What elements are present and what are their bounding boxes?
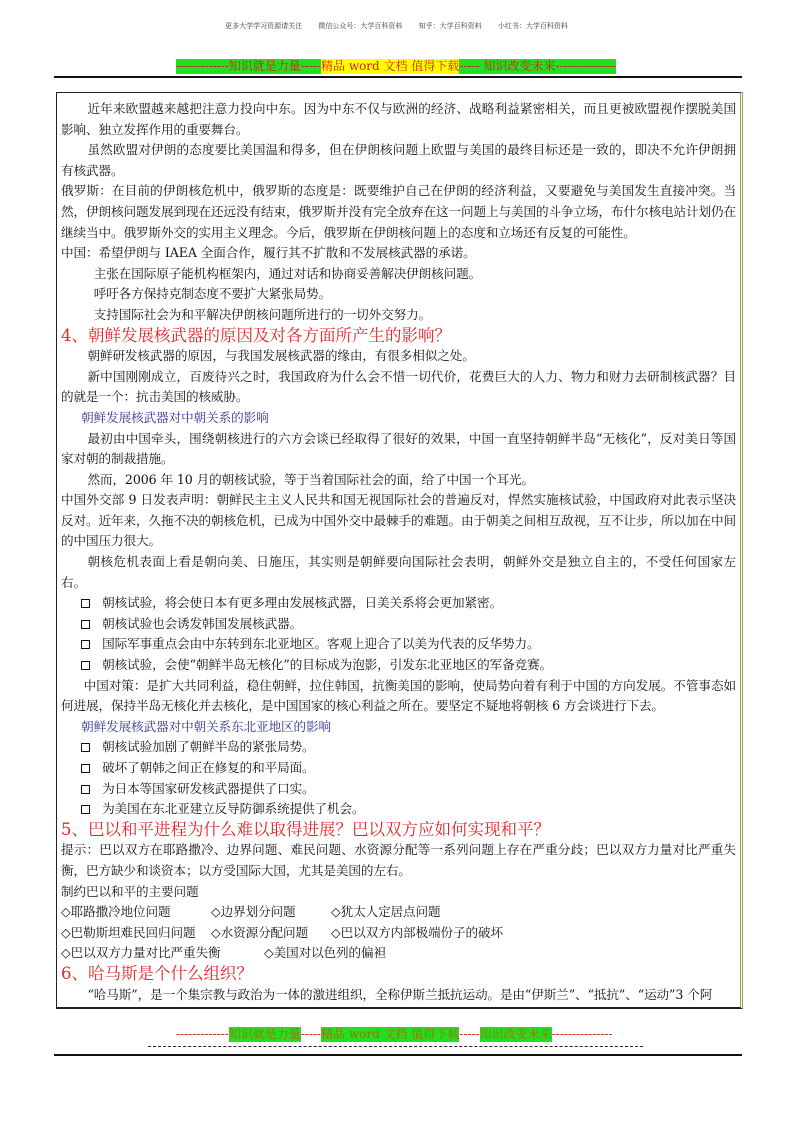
paragraph: 主张在国际原子能机构框架内，通过对话和协商妥善解决伊朗核问题。 bbox=[93, 265, 482, 281]
paragraph: 俄罗斯：在目前的伊朗核危机中，俄罗斯的态度是：既要维护自己在伊朗的经济利益，又要避免与美国发生直接冲突。当然，伊朗核问题发展到现在还远没有结束，俄罗斯并没有完全放弃在这一问题上与美国的斗争立场，布什尔核电站计划仍在继续当中。俄罗斯外交的实用主义理念。今后，俄罗斯在伊朗核问题上的态度和立场还有反复的可能性。 bbox=[61, 183, 736, 240]
footer-rule bbox=[54, 1054, 742, 1056]
section-heading-5: 5、巴以和平进程为什么难以取得进展？巴以双方应如何实现和平？ bbox=[61, 819, 550, 839]
paragraph: 中国外交部 9 日发表声明：朝鲜民主主义人民共和国无视国际社会的普遍反对，悍然实施核试验，中国政府对此表示坚决反对。近年来，久拖不决的朝核危机，已成为中国外交中最棘手的难题。由于朝美之间相互敌视，互不让步，所以加在中间的中国压力很大。 bbox=[61, 492, 736, 549]
list-item: 朝核试验也会诱发韩国发展核武器。 bbox=[61, 614, 736, 635]
paragraph: 朝核危机表面上看是朝向美、日施压，其实则是朝鲜要向国际社会表明，朝鲜外交是独立自主的，不受任何国家左右。 bbox=[61, 554, 736, 590]
checkbox-bullet-icon bbox=[81, 764, 90, 773]
checkbox-bullet-icon bbox=[81, 805, 90, 814]
banner-left: -------------知识就是力量----- bbox=[176, 59, 321, 73]
list-item: 国际军事重点会由中东转到东北亚地区。客观上迎合了以美为代表的反华势力。 bbox=[61, 634, 736, 655]
paragraph: 然而，2006 年 10 月的朝核试验，等于当着国际社会的面，给了中国一个耳光。 bbox=[87, 471, 534, 487]
paragraph: 朝鲜研发核武器的原因，与我国发展核武器的缘由，有很多相似之处。 bbox=[87, 348, 475, 364]
list-item: 为美国在东北亚建立反导防御系统提供了机会。 bbox=[61, 799, 736, 820]
checkbox-bullet-icon bbox=[81, 661, 90, 670]
banner-middle: 精品 word 文档 值得下载 bbox=[321, 59, 460, 73]
header-banner bbox=[176, 59, 616, 74]
list-item: 破坏了朝韩之间正在修复的和平局面。 bbox=[61, 758, 736, 779]
footer-dashed-rule bbox=[148, 1046, 643, 1047]
list-item: 朝核试验，会使“朝鲜半岛无核化”的目标成为泡影，引发东北亚地区的军备竞赛。 bbox=[61, 655, 736, 676]
paragraph: 制约巴以和平的主要问题 bbox=[61, 883, 199, 899]
header-note: 更多大学学习资源请关注 微信公众号：大学百科资料 知乎：大学百科资料 小红书：大学百科资料 bbox=[225, 22, 568, 30]
paragraph: 中国对策：是扩大共同利益，稳住朝鲜，拉住韩国，抗衡美国的影响，使局势向着有利于中国的方向发展。不管事态如何进展，保持半岛无核化并去核化，是中国国家的核心利益之所在。要坚定不疑地将朝核 6 方会谈进行下去。 bbox=[61, 677, 736, 714]
paragraph: 呼吁各方保持克制态度不要扩大紧张局势。 bbox=[93, 286, 332, 302]
checkbox-bullet-icon bbox=[81, 785, 90, 794]
list-item: 为日本等国家研发核武器提供了口实。 bbox=[61, 779, 736, 800]
issue-row: ◇巴以双方力量对比严重失衡 ◇美国对以色列的偏袒 bbox=[61, 945, 387, 961]
paragraph: 新中国刚刚成立，百废待兴之时，我国政府为什么会不惜一切代价，花费巨大的人力、物力和财力去研制核武器？目的就是一个：抗击美国的核威胁。 bbox=[61, 368, 736, 405]
paragraph: 虽然欧盟对伊朗的态度要比美国温和得多，但在伊朗核问题上欧盟与美国的最终目标还是一致的，即决不允许伊朗拥有核武器。 bbox=[61, 142, 736, 178]
list-item: 朝核试验，将会使日本有更多理由发展核武器，日美关系将会更加紧密。 bbox=[61, 593, 736, 614]
checkbox-bullet-icon bbox=[81, 640, 90, 649]
paragraph: 提示：巴以双方在耶路撒冷、边界问题、难民问题、水资源分配等一系列问题上存在严重分歧；巴以双方力量对比严重失衡，巴方缺少和谈资本；以方受国际大国，尤其是美国的左右。 bbox=[61, 842, 736, 878]
section-heading-6: 6、哈马斯是个什么组织？ bbox=[61, 963, 253, 983]
list-item: 朝核试验加剧了朝鲜半岛的紧张局势。 bbox=[61, 737, 736, 758]
footer-banner-right: 知识改变未来 bbox=[479, 1027, 552, 1041]
footer-banner: -------------知识就是力量-----精品 word 文档 值得下载-----知识改变未来--------------- bbox=[176, 1027, 613, 1041]
footer-banner-middle: 精品 word 文档 值得下载 bbox=[321, 1027, 460, 1041]
content-box bbox=[56, 92, 743, 1009]
banner-right: ----- 知识改变未来--------------- bbox=[459, 59, 617, 73]
issue-row: ◇耶路撒冷地位问题 ◇边界划分问题 ◇犹太人定居点问题 bbox=[61, 904, 441, 920]
paragraph: 中国：希望伊朗与 IAEA 全面合作，履行其不扩散和不发展核武器的承诺。 bbox=[61, 245, 476, 261]
section-heading-4: 4、朝鲜发展核武器的原因及对各方面所产生的影响？ bbox=[61, 325, 451, 345]
header-rule bbox=[54, 76, 742, 78]
issue-row: ◇巴勒斯坦难民回归问题 ◇水资源分配问题 ◇巴以双方内部极端份子的破坏 bbox=[61, 924, 504, 940]
subheading: 朝鲜发展核武器对中朝关系的影响 bbox=[81, 409, 269, 425]
checkbox-bullet-icon bbox=[81, 743, 90, 752]
paragraph: 最初由中国牵头，围绕朝核进行的六方会谈已经取得了很好的效果，中国一直坚持朝鲜半岛“无核化”，反对美日等国家对朝的制裁措施。 bbox=[61, 430, 736, 467]
checkbox-bullet-icon bbox=[81, 599, 90, 608]
checkbox-bullet-icon bbox=[81, 620, 90, 629]
paragraph: 支持国际社会为和平解决伊朗核问题所进行的一切外交努力。 bbox=[93, 306, 432, 322]
paragraph: 近年来欧盟越来越把注意力投向中东。因为中东不仅与欧洲的经济、战略利益紧密相关，而且更被欧盟视作摆脱美国影响、独立发挥作用的重要舞台。 bbox=[61, 101, 736, 137]
footer-banner-left: 知识就是力量 bbox=[228, 1027, 301, 1041]
subheading: 朝鲜发展核武器对中朝关系东北亚地区的影响 bbox=[81, 718, 332, 734]
paragraph: “哈马斯”，是一个集宗教与政治为一体的激进组织，全称伊斯兰抵抗运动。是由“伊斯兰”、“抵抗”、“运动”3 个阿 bbox=[87, 986, 713, 1002]
